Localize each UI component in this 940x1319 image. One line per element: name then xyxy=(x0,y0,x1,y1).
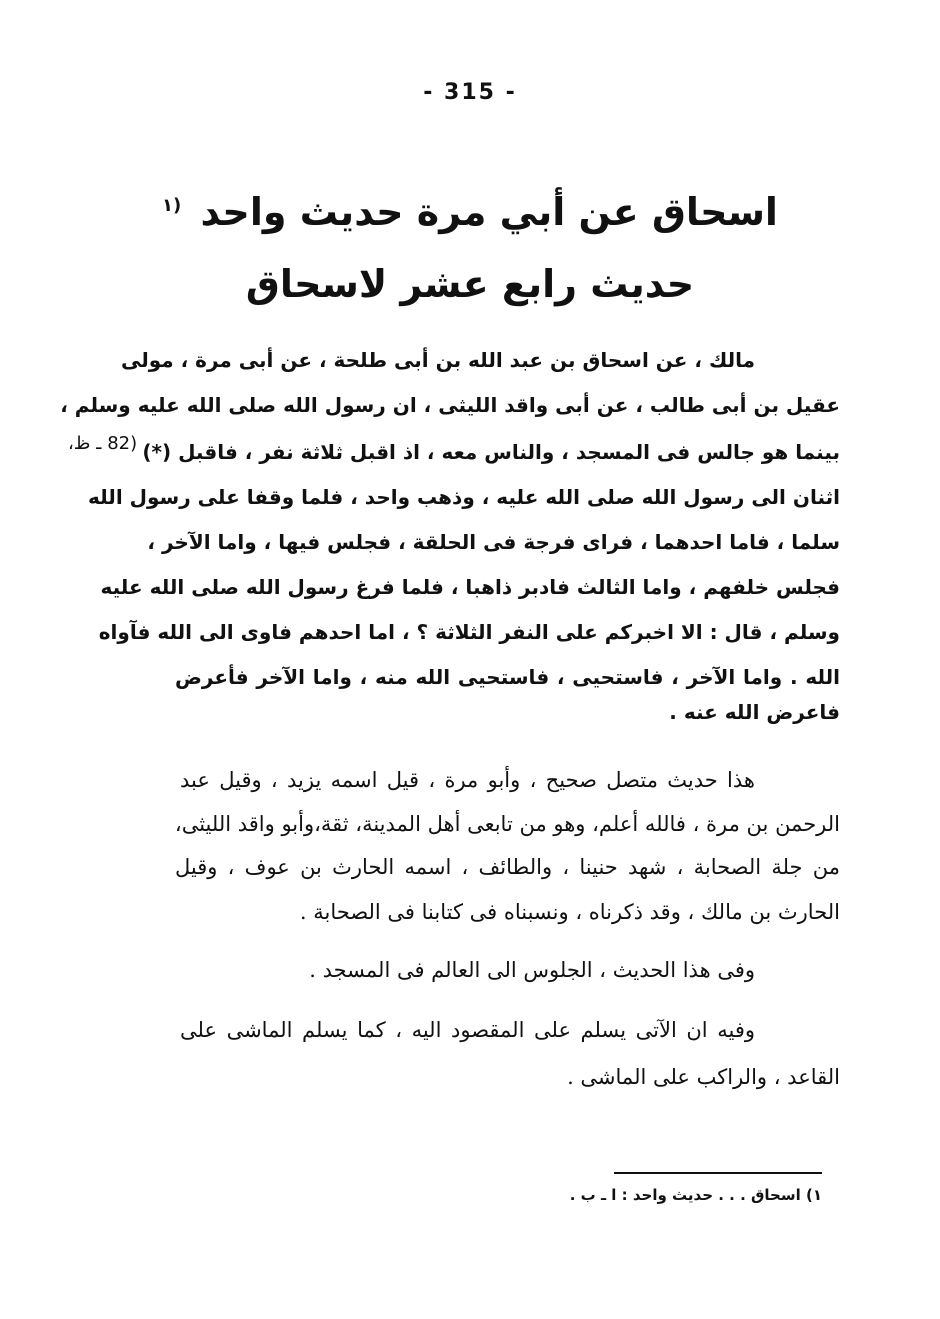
hadith-line: عقيل بن أبى طالب ، عن أبى واقد الليثى ، ان رسول الله صلى الله عليه وسلم ، xyxy=(60,393,840,417)
hadith-line: فجلس خلفهم ، واما الثالث فادبر ذاهبا ، فلما فرغ رسول الله صلى الله عليه xyxy=(100,575,840,599)
commentary-line: الرحمن بن مرة ، فالله أعلم، وهو من تابعى أهل المدينة، ثقة،وأبو واقد الليثى، xyxy=(174,812,840,836)
chapter-subtitle: حديث رابع عشر لاسحاق xyxy=(245,262,695,306)
commentary-line: وفيه ان الآتى يسلم على المقصود اليه ، كما يسلم الماشى على xyxy=(180,1018,755,1042)
commentary-sentence: وفى هذا الحديث ، الجلوس الى العالم فى المسجد . xyxy=(309,958,755,982)
hadith-line: بينما هو جالس فى المسجد ، والناس معه ، اذ اقبل ثلاثة نفر ، فاقبل (*) xyxy=(142,440,840,464)
footnote: ١) اسحاق . . . حديث واحد : ا ـ ب . xyxy=(569,1186,822,1204)
commentary-line: هذا حديث متصل صحيح ، وأبو مرة ، قيل اسمه يزيد ، وقيل عبد xyxy=(180,768,755,792)
commentary-line: القاعد ، والراكب على الماشى . xyxy=(567,1065,840,1089)
hadith-line: مالك ، عن اسحاق بن عبد الله بن أبى طلحة ، عن أبى مرة ، مولى xyxy=(120,348,755,372)
margin-manuscript-note: (82 ـ ظ، xyxy=(68,433,138,454)
hadith-line: سلما ، فاما احدهما ، فراى فرجة فى الحلقة ، فجلس فيها ، واما الآخر ، xyxy=(147,530,840,554)
hadith-line: اثنان الى رسول الله صلى الله عليه ، وذهب واحد ، فلما وقفا على رسول الله xyxy=(88,485,840,509)
hadith-line: فاعرض الله عنه . xyxy=(669,700,840,724)
page-number: - 315 - xyxy=(423,80,517,105)
commentary-line: من جلة الصحابة ، شهد حنينا ، والطائف ، اسمه الحارث بن عوف ، وقيل xyxy=(175,855,840,879)
footnote-divider xyxy=(614,1172,822,1174)
chapter-title-text: اسحاق عن أبي مرة حديث واحد xyxy=(200,190,778,234)
hadith-line: وسلم ، قال : الا اخبركم على النفر الثلاثة ؟ ، اما احدهم فاوى الى الله فآواه xyxy=(98,620,840,644)
commentary-line: الحارث بن مالك ، وقد ذكرناه ، ونسبناه فى كتابنا فى الصحابة . xyxy=(299,900,840,924)
chapter-title xyxy=(0,190,940,234)
title-footnote-mark: (١ xyxy=(162,195,182,217)
hadith-line: الله . واما الآخر ، فاستحيى ، فاستحيى الله منه ، واما الآخر فأعرض xyxy=(175,665,840,689)
